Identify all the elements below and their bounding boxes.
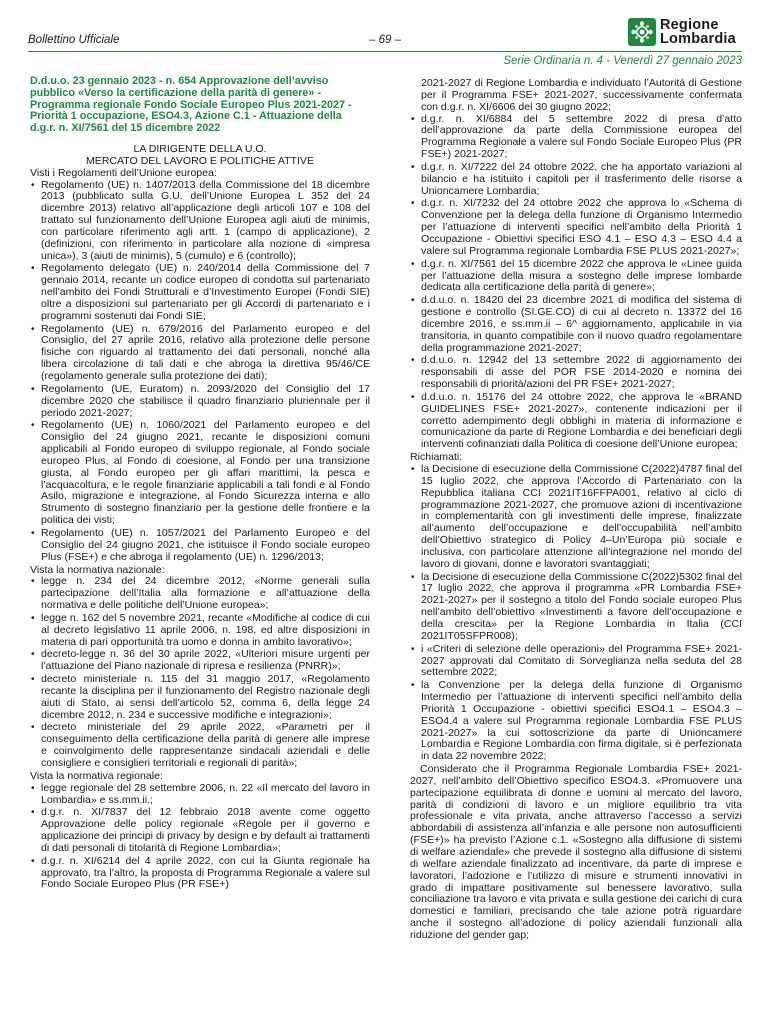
list-item: • legge n. 162 del 5 novembre 2021, recante «Modifiche al codice di cui al decreto legislativo 11 aprile 2006, n. 198, ed altre disposizioni in materia di pari opportunità tra uomo e donna in ambito lavorativo»; — [30, 613, 370, 649]
decree-title: D.d.u.o. 23 gennaio 2023 - n. 654 Approvazione dell’avviso pubblico «Verso la certificazione della parità di genere» - Programma regionale Fondo Sociale Europeo Plus 2021-2027 - Priorità 1 occupazione, ESO4.3, Azione C.1 - Attuazione della d.g.r. n. XI/7561 del 15 dicembre 2022 — [30, 75, 352, 135]
list-item: • Regolamento (UE) n. 679/2016 del Parlamento europeo e del Consiglio, del 27 aprile 2016, relativo alla protezione delle persone fisiche con riguardo al trattamento dei dati personali, nonché alla libera circolazione di tali dati e che abroga la direttiva 95/46/CE (regolamento generale sulla protezione dei dati); — [30, 324, 370, 383]
header-rule — [28, 51, 742, 52]
list-item: • d.d.u.o. n. 18420 del 23 dicembre 2021 di modifica del sistema di gestione e controllo (SI.GE.CO) di cui al decreto n. 13372 del 16 dicembre 2016, e ss.mm.ii – 6^ aggiornamento, applicabile in via transitoria, in quanto compatibile con il nuovo quadro regolamentare della programmazione 2021-2027; — [410, 295, 742, 354]
list-item: • decreto ministeriale del 29 aprile 2022, «Parametri per il conseguimento della certificazione della parità di genere alle imprese e coinvolgimento delle rappresentanze sindacali aziendali e delle consigliere e consiglieri territoriali e regionali di parità»; — [30, 722, 370, 769]
list-item: • d.d.u.o. n. 12942 del 13 settembre 2022 di aggiornamento dei responsabili di asse del POR FSE 2014-2020 e nomina dei responsabili di priorità/azioni del PR FSE+ 2021-2027; — [410, 355, 742, 391]
eu-regulations-list — [30, 180, 370, 564]
page-header — [0, 0, 770, 62]
list-item: • Regolamento (UE, Euratom) n. 2093/2020 del Consiglio del 17 dicembre 2020 che stabilisce il quadro finanziario pluriennale per il periodo 2021-2027; — [30, 384, 370, 420]
list-item: • legge n. 234 del 24 dicembre 2012, «Norme generali sulla partecipazione dell’Italia alla formazione e all’attuazione della normativa e delle politiche dell’Unione europea»; — [30, 576, 370, 612]
logo-line-regione: Regione — [660, 17, 719, 33]
right-column — [410, 78, 742, 942]
logo-wordmark — [660, 18, 736, 46]
section-intro: Richiamati: — [410, 451, 463, 464]
list-item: • la Decisione di esecuzione della Commissione C(2022)4787 final del 15 luglio 2022, che approva l’Accordo di Partenariato con la Repubblica italiana CCI 2021IT16FFPA001, relativo al ciclo di programmazione 2021-2027, che promuove azioni di incentivazione in complementarità con gli investimenti delle imprese, finalizzate all’aumento dell’occupazione e dell’occupabilità nell’ambito dell’Obiettivo strategico di Policy 4–Un’Europa più sociale e inclusiva, con particolare attenzione all’integrazione nel mondo del lavoro di giovani, donne e lavoratori svantaggiati; — [410, 464, 742, 571]
list-item: • decreto-legge n. 36 del 30 aprile 2022, «Ulteriori misure urgenti per l’attuazione del Piano nazionale di ripresa e resilienza (PNRR)»; — [30, 649, 370, 673]
list-item: • d.g.r. n. XI/7222 del 24 ottobre 2022, che ha apportato variazioni al bilancio e ha istituito i capitoli per il trasferimento delle risorse a Unioncamere Lombardia; — [410, 162, 742, 198]
section-intro: Visti i Regolamenti dell’Unione europea: — [30, 166, 217, 179]
considerato-paragraph: Considerato che il Programma Regionale Lombardia FSE+ 2021-2027, nell’ambito dell’Obiettivo specifico ESO4.3. «Promuovere una partecipazione equilibrata di donne e uomini al mercato del lavoro, parità di condizioni di lavoro e un migliore equilibrio tra vita professionale e vita privata, anche attraverso l’accesso a servizi abbordabili di assistenza all’infanzia e alle persone non autosufficienti (FSE+)» ha previsto l’Azione c.1. «Sostegno alla diffusione di sistemi di welfare aziendale» che prevede il sostegno alla diffusione di sistemi di welfare aziendale finalizzato ad incentivare, da parte di imprese e lavoratori, l’adozione e l’utilizzo di misure e strumenti innovativi in grado di impattare positivamente sul benessere lavorativo, sulla conciliazione tra lavoro e vita privata e sulla gestione dei carichi di cura domestici e familiari, precisando che tale azione potrà riguardare anche il sostegno all’adozione di policy aziendali funzionali alla riduzione del gender gap; — [410, 763, 742, 941]
list-item: • la Convenzione per la delega della funzione di Organismo Intermedio per l’attuazione di interventi specifici nell’ambito della Priorità 1 Occupazione - obiettivi specifici ESO4.1 – ESO4.3 – ESO4.4 a valere sul Programma regionale Lombardia FSE PLUS 2021-2027» la cui sottoscrizione da parte di Unioncamere Lombardia e Regione Lombardia con firma digitale, si è perfezionata in data 22 novembre 2022; — [410, 680, 742, 763]
list-item: • d.g.r. n. XI/7837 del 12 febbraio 2018 avente come oggetto Approvazione delle policy regionale «Regole per il governo e applicazione dei principi di privacy by design e by default ai trattamenti di dati personali di titolarità di Regione Lombardia»; — [30, 807, 370, 854]
rosa-camuna-icon — [628, 18, 656, 46]
authority-heading: LA DIRIGENTE DELLA U.O. — [133, 142, 267, 155]
publication-name: Bollettino Ufficiale — [28, 34, 120, 46]
logo-line-lombardia: Lombardia — [660, 31, 736, 47]
regional-law-list — [30, 783, 370, 892]
list-item: • d.g.r. n. XI/6884 del 5 settembre 2022 di presa d’atto dell’approvazione da parte della Commissione europea del Programma Regionale a valere sul Fondo Sociale Europeo Plus (PR FSE+) 2021-2027; — [410, 114, 742, 161]
list-item: • i «Criteri di selezione delle operazioni» del Programma FSE+ 2021-2027 approvati dal Comitato di Sorveglianza nella seduta del 28 settembre 2022; — [410, 644, 742, 680]
regional-acts-list — [410, 114, 742, 452]
list-item: • decreto ministeriale n. 115 del 31 maggio 2017, «Regolamento recante la disciplina per il funzionamento del Registro nazionale degli aiuti di Stato, ai sensi dell’articolo 52, comma 6, della legge 24 dicembre 2012, n. 234 e successive modifiche e integrazioni»; — [30, 674, 370, 721]
series-info: Serie Ordinaria n. 4 - Venerdì 27 gennaio 2023 — [503, 55, 742, 67]
continued-item: 2021-2027 di Regione Lombardia e individuato l’Autorità di Gestione per il Programma FSE+ 2021-2027, successivamente confermata con d.g.r. n. XI/6606 del 30 giugno 2022; — [421, 77, 742, 113]
list-item: • Regolamento (UE) n. 1060/2021 del Parlamento europeo e del Consiglio del 24 giugno 2021, recante le disposizioni comuni applicabili al Fondo europeo di sviluppo regionale, al Fondo sociale europeo Plus, al Fondo di coesione, al Fondo per una transizione giusta, al Fondo europeo per gli affari marittimi, la pesca e l’acquacoltura, e le regole finanziarie applicabili a tali fondi e al Fondo Asilo, migrazione e integrazione, al Fondo Sicurezza interna e allo Strumento di sostegno finanziario per la gestione delle frontiere e la politica dei visti; — [30, 420, 370, 527]
list-item: • Regolamento (UE) n. 1057/2021 del Parlamento Europeo e del Consiglio del 24 giugno 2021, che istituisce il Fondo sociale europeo Plus (FSE+) e che abroga il regolamento (UE) n. 1296/2013; — [30, 528, 370, 564]
list-item: • la Decisione di esecuzione della Commissione C(2022)5302 final del 17 luglio 2022, che approva il programma «PR Lombardia FSE+ 2021-2027» per il sostegno a titolo del Fondo sociale europeo Plus nell’ambito dell’obiettivo «Investimenti a favore dell’occupazione e della crescita» per la Regione Lombardia in Italia (CCI 2021IT05SFPR008); — [410, 572, 742, 643]
list-item: • Regolamento (UE) n. 1407/2013 della Commissione del 18 dicembre 2013 (pubblicato sulla G.U. dell’Unione Europea L 352 del 24 dicembre 2013) relativo all’applicazione degli articoli 107 e 108 del trattato sul funzionamento dell’Unione Europea agli aiuti de minimis, con particolare riferimento agli artt. 1 (campo di applicazione), 2 (definizioni, con riferimento in particolare alla nozione di «impresa unica»), 3 (aiuti de minimis), 5 (cumulo) e 6 (controllo); — [30, 180, 370, 263]
left-column — [30, 76, 370, 892]
list-item: • legge regionale del 28 settembre 2006, n. 22 «Il mercato del lavoro in Lombardia» e ss.mm.ii.; — [30, 783, 370, 807]
regione-lombardia-logo — [628, 18, 746, 48]
richiamati-list — [410, 464, 742, 763]
list-item: • d.d.u.o. n. 15176 del 24 ottobre 2022, che approva le «BRAND GUIDELINES FSE+ 2021-2027», contenente indicazioni per il corretto adempimento degli obblighi in materia di informazione e comunicazione da parte di Regione Lombardia e dei beneficiari degli interventi cofinanziati dalla Politica di coesione dell’Unione europea; — [410, 392, 742, 451]
national-law-list — [30, 576, 370, 770]
section-intro: Vista la normativa nazionale: — [30, 563, 165, 576]
list-item: • d.g.r. n. XI/7561 del 15 dicembre 2022 che approva le «Linee guida per l’attuazione della misura a sostegno delle imprese lombarde dedicata alla certificazione della parità di genere»; — [410, 259, 742, 295]
list-item: • d.g.r. n. XI/7232 del 24 ottobre 2022 che approva lo «Schema di Convenzione per la delega della funzione di Organismo Intermedio per l’attuazione di interventi specifici nell’ambito della Priorità 1 Occupazione - Obiettivi specifici ESO 4.1 – ESO 4.3 – ESO 4.4 a valere sul Programma regionale Lombardia FSE PLUS 2021-2027»; — [410, 198, 742, 257]
list-item: • d.g.r. n. XI/6214 del 4 aprile 2022, con cui la Giunta regionale ha approvato, tra l’altro, la proposta di Programma Regionale a valere sul Fondo Sociale Europeo Plus (PR FSE+) — [30, 856, 370, 892]
section-intro: Vista la normativa regionale: — [30, 769, 163, 782]
page-number: – 69 – — [369, 34, 401, 46]
list-item: • Regolamento delegato (UE) n. 240/2014 della Commissione del 7 gennaio 2014, recante un codice europeo di condotta sul partenariato nell’ambito dei Fondi Strutturali e d’Investimento Europei (Fondi SIE) oltre a disposizioni sul partenariato per gli Accordi di partenariato e i programmi sostenuti dai Fondi SIE; — [30, 263, 370, 322]
authority-subheading: MERCATO DEL LAVORO E POLITICHE ATTIVE — [86, 154, 314, 167]
